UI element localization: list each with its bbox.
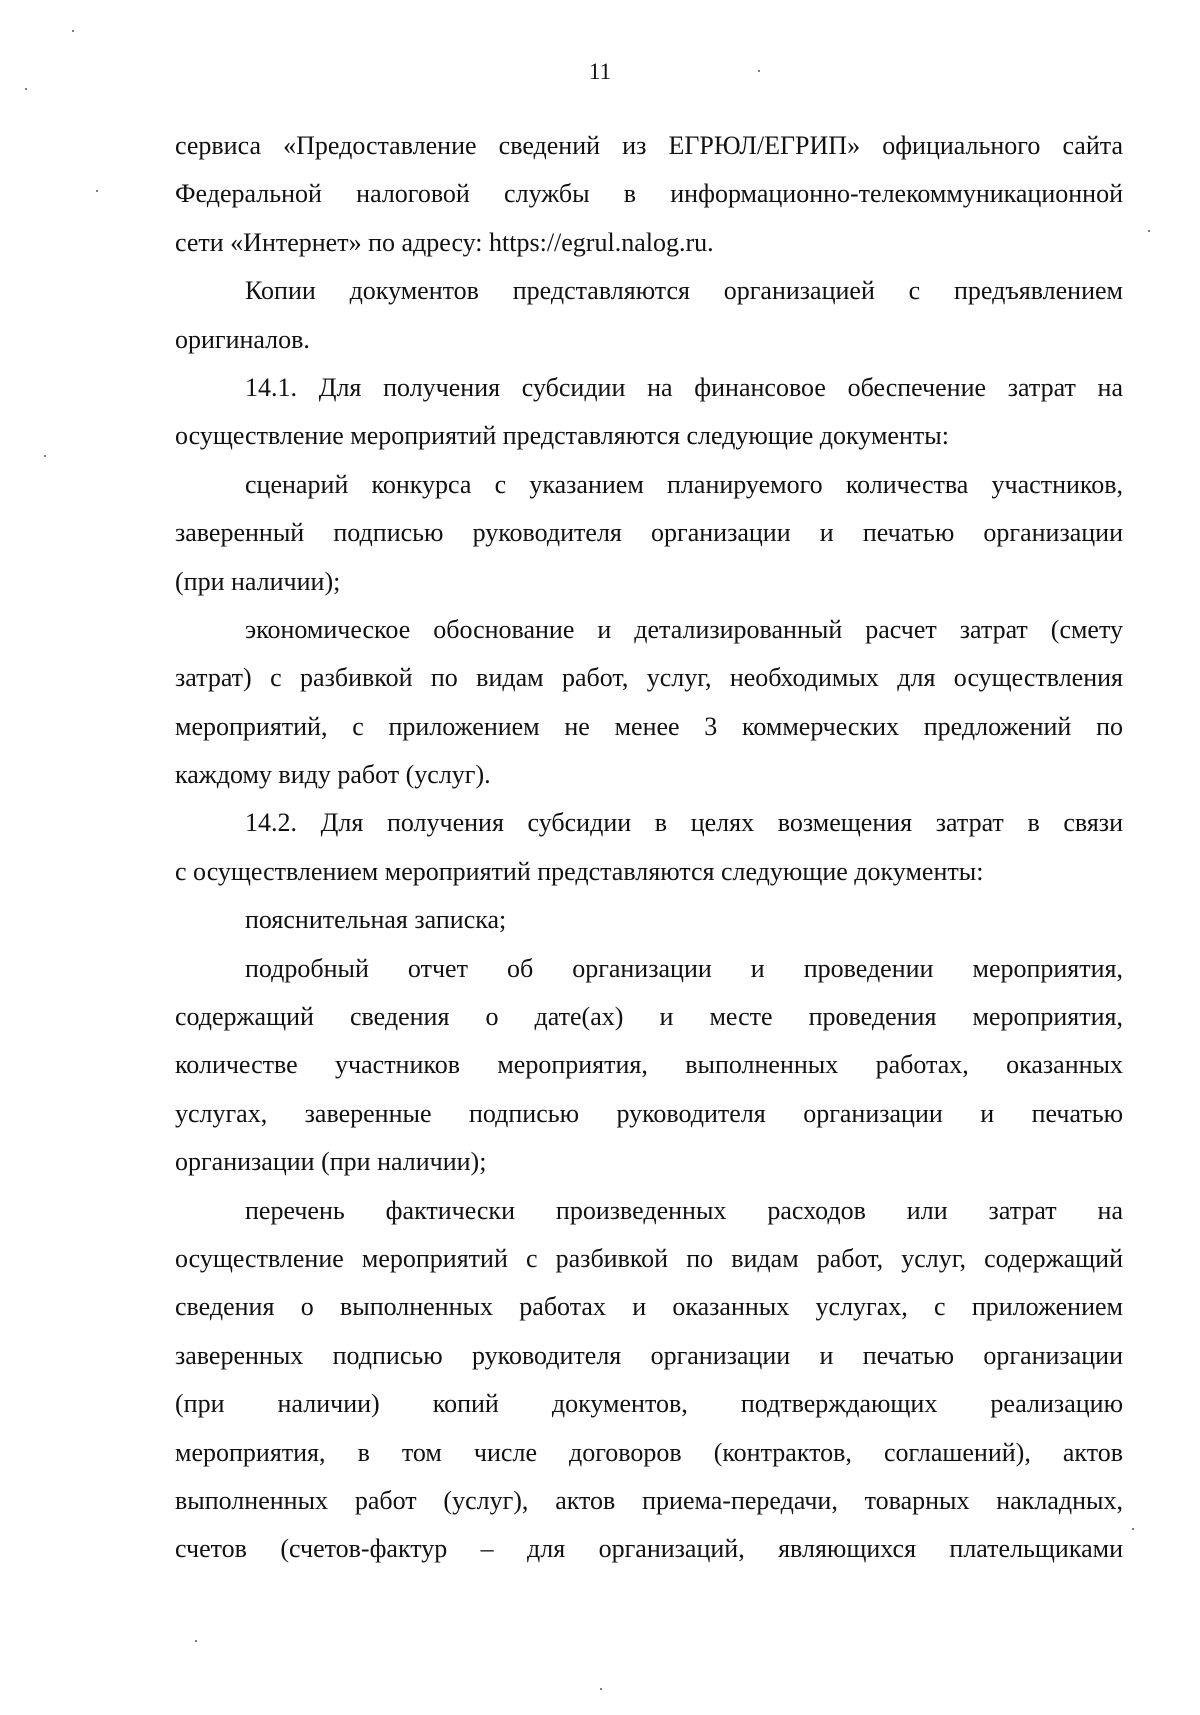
text-line: экономическое обоснование и детализированный расчет затрат (смету: [245, 614, 1123, 644]
text-line: 14.2. Для получения субсидии в целях возмещения затрат в связи: [245, 808, 1123, 838]
text-line: пояснительная записка;: [245, 905, 507, 935]
text-line: перечень фактически произведенных расходов или затрат на: [245, 1195, 1123, 1225]
text-line: содержащий сведения о дате(ах) и месте проведения мероприятия,: [175, 1002, 1123, 1032]
text-line: осуществление мероприятий представляются следующие документы:: [175, 421, 949, 451]
text-line: осуществление мероприятий с разбивкой по видам работ, услуг, содержащий: [175, 1243, 1123, 1273]
text-line: подробный отчет об организации и проведении мероприятия,: [245, 953, 1123, 983]
text-line: (при наличии) копий документов, подтверждающих реализацию: [175, 1389, 1123, 1419]
text-line: выполненных работ (услуг), актов приема-передачи, товарных накладных,: [175, 1485, 1123, 1515]
text-line: (при наличии);: [175, 566, 341, 596]
text-line: Копии документов представляются организацией с предъявлением: [245, 276, 1123, 306]
text-line: Федеральной налоговой службы в информационно-телекоммуникационной: [175, 179, 1123, 209]
text-line: мероприятий, с приложением не менее 3 коммерческих предложений по: [175, 711, 1123, 741]
text-line: сети «Интернет» по адресу: https://egrul.nalog.ru.: [175, 227, 714, 257]
text-line: организации (при наличии);: [175, 1147, 487, 1177]
text-line: сценарий конкурса с указанием планируемого количества участников,: [245, 469, 1123, 499]
text-line: услугах, заверенные подписью руководителя организации и печатью: [175, 1098, 1123, 1128]
text-line: каждому виду работ (услуг).: [175, 760, 491, 790]
text-line: 14.1. Для получения субсидии на финансовое обеспечение затрат на: [245, 372, 1123, 402]
text-line: заверенных подписью руководителя организации и печатью организации: [175, 1340, 1123, 1370]
text-line: счетов (счетов-фактур – для организаций, являющихся плательщиками: [175, 1534, 1123, 1564]
text-line: заверенный подписью руководителя организации и печатью организации: [175, 518, 1123, 548]
document-body: [175, 122, 1123, 1574]
text-line: сервиса «Предоставление сведений из ЕГРЮЛ/ЕГРИП» официального сайта: [175, 131, 1123, 160]
text-line: количестве участников мероприятия, выполненных работах, оказанных: [175, 1050, 1123, 1080]
text-line: затрат) с разбивкой по видам работ, услуг, необходимых для осуществления: [175, 663, 1123, 693]
text-line: сведения о выполненных работах и оказанных услугах, с приложением: [175, 1292, 1123, 1322]
text-line: оригиналов.: [175, 324, 310, 354]
text-line: мероприятия, в том числе договоров (контрактов, соглашений), актов: [175, 1437, 1123, 1467]
text-line: с осуществлением мероприятий представляются следующие документы:: [175, 856, 984, 886]
page-number: 11: [588, 59, 612, 84]
